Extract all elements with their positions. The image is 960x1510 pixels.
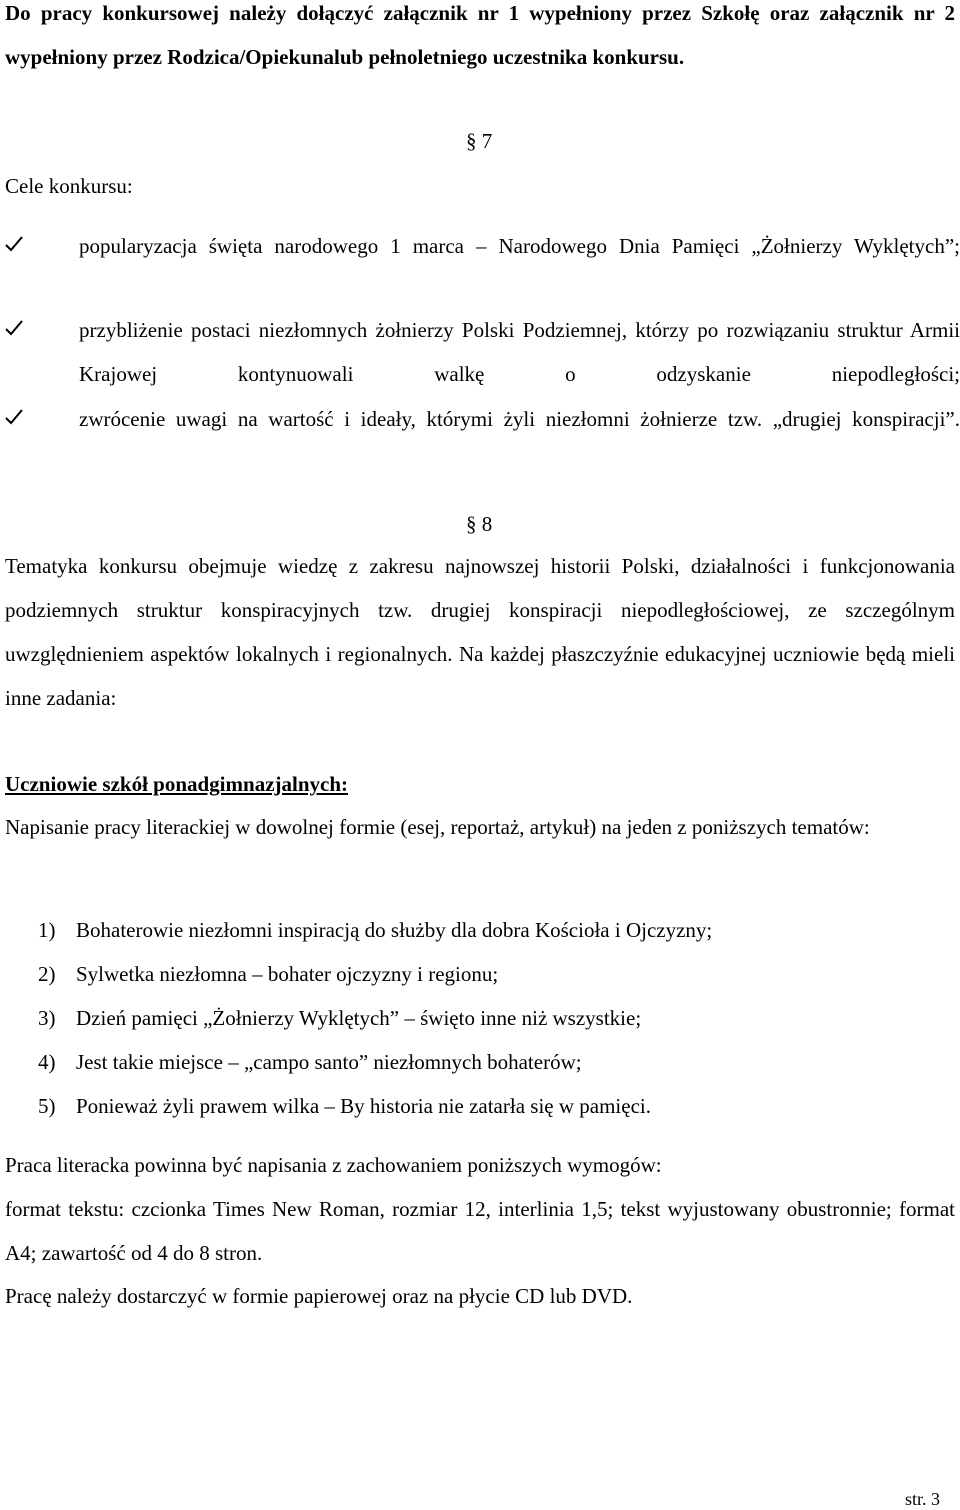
topic-number: 3) <box>38 1006 56 1030</box>
topic-item <box>38 1048 582 1076</box>
topic-number: 4) <box>38 1050 56 1074</box>
goal-item <box>5 224 960 314</box>
page-number: str. 3 <box>904 1489 940 1509</box>
goal-text: przybliżenie postaci niezłomnych żołnierzy Polski Podziemnej, którzy po rozwiązaniu struktur Armii Krajowej kontynuowali walkę o odzyskanie niepodległości; <box>79 318 960 386</box>
format-requirements: format tekstu: czcionka Times New Roman, rozmiar 12, interlinia 1,5; tekst wyjustowany obustronnie; format A4; zawartość od 4 do 8 stron. <box>5 1197 955 1265</box>
goal-item <box>5 397 960 487</box>
section-7-mark: § 7 <box>466 129 493 153</box>
topic-item <box>38 916 712 944</box>
topic-item <box>38 1004 641 1032</box>
goal-item <box>5 308 960 398</box>
task-description: Napisanie pracy literackiej w dowolnej formie (esej, reportaż, artykuł) na jeden z poniższych tematów: <box>5 815 870 839</box>
topic-item <box>38 1092 651 1120</box>
topic-item <box>38 960 498 988</box>
topic-text: Ponieważ żyli prawem wilka – By historia nie zatarła się w pamięci. <box>76 1094 651 1118</box>
topic-number: 5) <box>38 1094 56 1118</box>
topic-number: 2) <box>38 962 56 986</box>
checkmark-icon <box>5 408 23 426</box>
topic-text: Bohaterowie niezłomni inspiracją do służby dla dobra Kościoła i Ojczyzny; <box>76 918 713 942</box>
checkmark-icon <box>5 235 23 253</box>
topic-scope-paragraph: Tematyka konkursu obejmuje wiedzę z zakresu najnowszej historii Polski, działalności i funkcjonowania podziemnych struktur konspiracyjnych tzw. drugiej konspiracji niepodległościowej, ze szczególnym uwzględnieniem aspektów lokalnych i regionalnych. Na każdej płaszczyźnie edukacyjnej uczniowie będą mieli inne zadania: <box>5 554 955 710</box>
checkmark-icon <box>5 319 23 337</box>
intro-paragraph: Do pracy konkursowej należy dołączyć załącznik nr 1 wypełniony przez Szkołę oraz załącznik nr 2 wypełniony przez Rodzica/Opiekunalub pełnoletniego uczestnika konkursu. <box>5 1 955 69</box>
goal-text: zwrócenie uwagi na wartość i ideały, którymi żyli niezłomni żołnierze tzw. „drugiej konspiracji”. <box>79 407 960 431</box>
topic-text: Sylwetka niezłomna – bohater ojczyzny i regionu; <box>76 962 499 986</box>
section-8-mark: § 8 <box>466 512 493 536</box>
delivery-requirements: Pracę należy dostarczyć w formie papierowej oraz na płycie CD lub DVD. <box>5 1284 633 1308</box>
goal-text: popularyzacja święta narodowego 1 marca – Narodowego Dnia Pamięci „Żołnierzy Wyklętych”; <box>79 234 960 258</box>
requirements-intro: Praca literacka powinna być napisania z zachowaniem poniższych wymogów: <box>5 1153 662 1177</box>
goals-heading: Cele konkursu: <box>5 174 133 198</box>
topic-text: Jest takie miejsce – „campo santo” niezłomnych bohaterów; <box>76 1050 582 1074</box>
students-heading: Uczniowie szkół ponadgimnazjalnych: <box>5 772 349 796</box>
topic-text: Dzień pamięci „Żołnierzy Wyklętych” – święto inne niż wszystkie; <box>76 1006 642 1030</box>
topic-number: 1) <box>38 918 56 942</box>
